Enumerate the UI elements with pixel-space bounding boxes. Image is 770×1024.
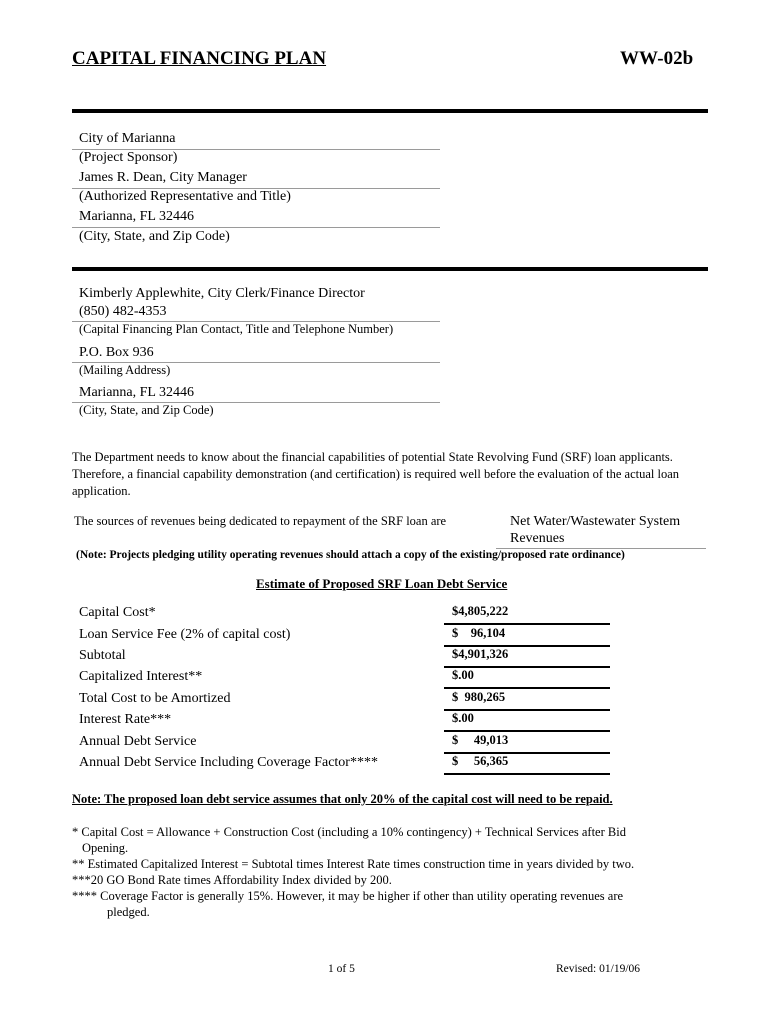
row-label-loan-service-fee: Loan Service Fee (2% of capital cost) [79, 627, 291, 642]
footnote-interest-rate: ***20 GO Bond Rate times Affordability Index divided by 200. [72, 873, 392, 887]
row-label-total-cost: Total Cost to be Amortized [79, 691, 231, 706]
value-underline [444, 730, 610, 732]
header-divider [72, 109, 708, 113]
sources-value-line2: Revenues [510, 531, 565, 546]
footnote-capital-cost-line2: Opening. [82, 841, 129, 855]
footnote-coverage-factor-line2: pledged. [107, 905, 150, 919]
sponsor-rep-caption: (Authorized Representative and Title) [79, 189, 291, 204]
row-label-subtotal: Subtotal [79, 648, 126, 663]
row-label-interest-rate: Interest Rate*** [79, 712, 172, 727]
contact-city: Marianna, FL 32446 [79, 385, 194, 400]
intro-paragraph: The Department needs to know about the financial capabilities of potential State Revolving Fund (SRF) loan applicants. Therefore, a financial capability demonstration (and certification) is required well before the evaluation of the actual loan application. [72, 450, 680, 498]
contact-phone: (850) 482-4353 [79, 304, 167, 319]
footnote-capitalized-interest: ** Estimated Capitalized Interest = Subtotal times Interest Rate times construction time in years divided by two. [72, 857, 635, 871]
repay-note: Note: The proposed loan debt service assumes that only 20% of the capital cost will need to be repaid. [72, 792, 613, 806]
sponsor-name: City of Marianna [79, 131, 176, 146]
sources-value-line1: Net Water/Wastewater System [510, 514, 681, 529]
estimate-heading: Estimate of Proposed SRF Loan Debt Service [256, 576, 508, 591]
row-value-capitalized-interest: $.00 [452, 668, 474, 682]
section-divider [72, 267, 708, 271]
row-label-coverage-factor: Annual Debt Service Including Coverage Factor**** [79, 755, 378, 770]
sources-label: The sources of revenues being dedicated to repayment of the SRF loan are [74, 514, 447, 528]
row-value-total-cost: $ 980,265 [452, 690, 506, 704]
footnote-capital-cost-line1: * Capital Cost = Allowance + Construction Cost (including a 10% contingency) + Technical Services after Bid [72, 825, 626, 839]
sponsor-city-caption: (City, State, and Zip Code) [79, 229, 230, 244]
sponsor-city: Marianna, FL 32446 [79, 209, 194, 224]
footnote-coverage-factor-line1: **** Coverage Factor is generally 15%. However, it may be higher if other than utility operating revenues are [72, 889, 624, 903]
row-label-capitalized-interest: Capitalized Interest** [79, 669, 203, 684]
sources-note: (Note: Projects pledging utility operating revenues should attach a copy of the existing/proposed rate ordinance) [76, 549, 625, 561]
row-label-annual-debt-service: Annual Debt Service [79, 734, 197, 749]
contact-mailing: P.O. Box 936 [79, 345, 154, 360]
row-value-coverage-factor: $ 56,365 [452, 754, 509, 768]
footnote-capital-cost [72, 824, 702, 920]
page-number: 1 of 5 [328, 963, 355, 975]
row-value-annual-debt-service: $ 49,013 [452, 733, 509, 747]
sponsor-rep: James R. Dean, City Manager [79, 170, 247, 185]
contact-city-caption: (City, State, and Zip Code) [79, 403, 214, 417]
row-value-loan-service-fee: $ 96,104 [452, 626, 506, 640]
value-underline [444, 687, 610, 689]
value-underline [444, 773, 610, 775]
row-value-subtotal: $4,901,326 [452, 647, 509, 661]
value-underline [444, 623, 610, 625]
row-value-interest-rate: $.00 [452, 711, 474, 725]
contact-name-title: Kimberly Applewhite, City Clerk/Finance Director [79, 286, 365, 301]
sponsor-name-caption: (Project Sponsor) [79, 150, 178, 165]
row-value-capital-cost: $4,805,222 [452, 604, 509, 618]
contact-caption: (Capital Financing Plan Contact, Title and Telephone Number) [79, 322, 394, 336]
row-label-capital-cost: Capital Cost* [79, 605, 156, 620]
mailing-caption: (Mailing Address) [79, 363, 171, 377]
sponsor-city-line [72, 227, 440, 228]
revised-date: Revised: 01/19/06 [556, 963, 641, 975]
page-title: CAPITAL FINANCING PLAN [72, 48, 327, 69]
form-code: WW-02b [620, 48, 694, 69]
